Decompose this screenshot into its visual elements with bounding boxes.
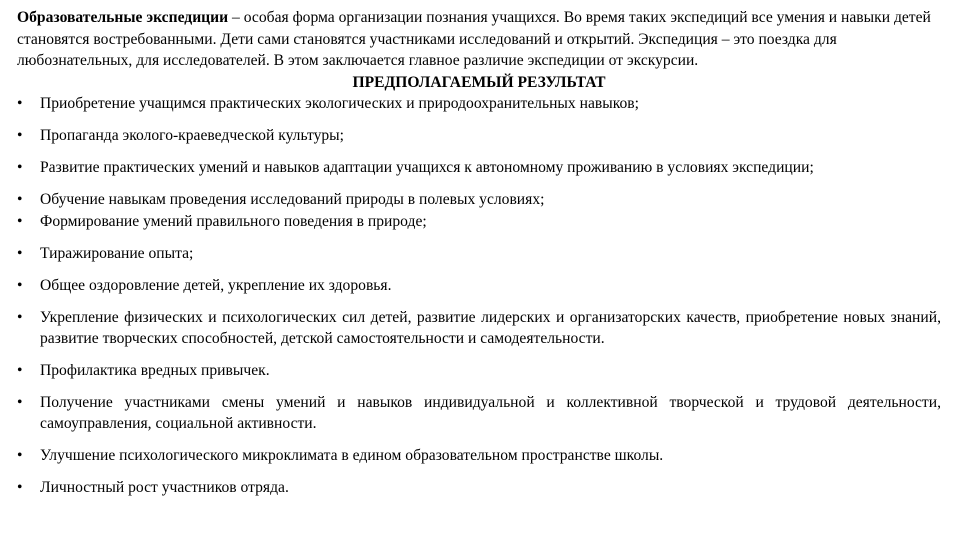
intro-text: – особая форма организации познания учащихся. Во время таких экспедиций все умения и навыки детей становятся востребованными. Дети сами становятся участниками исследований и открытий. Экспедиция – это поездка для любознательных, для исследователей. В этом заключается главное различие экспедиции от экскурсии. — [17, 9, 931, 69]
intro-paragraph — [17, 7, 941, 72]
results-list — [17, 93, 941, 498]
result-title: ПРЕДПОЛАГАЕМЫЙ РЕЗУЛЬТАТ — [352, 73, 606, 91]
bullet-icon: • — [17, 212, 23, 230]
list-item — [17, 477, 941, 498]
bullet-icon: • — [17, 361, 23, 379]
list-item — [17, 211, 941, 232]
list-item — [17, 243, 941, 264]
list-item — [17, 275, 941, 296]
bullet-icon: • — [17, 308, 23, 326]
list-item-text: Приобретение учащимся практических экологических и природоохранительных навыков; — [40, 94, 639, 112]
list-item — [17, 445, 941, 466]
list-item — [17, 392, 941, 434]
list-item — [17, 125, 941, 146]
list-item — [17, 93, 941, 114]
list-item-text: Получение участниками смены умений и навыков индивидуальной и коллективной творческой и трудовой деятельности, самоуправления, социальной активности. — [40, 393, 941, 432]
list-item — [17, 360, 941, 381]
list-item-text: Укрепление физических и психологических сил детей, развитие лидерских и организаторских качеств, приобретение новых знаний, развитие творческих способностей, детской самостоятельности и самодеятельности. — [40, 308, 941, 347]
intro-term: Образовательные экспедиции — [17, 9, 229, 26]
bullet-icon: • — [17, 276, 23, 294]
list-item — [17, 157, 941, 178]
list-item-text: Улучшение психологического микроклимата в едином образовательном пространстве школы. — [40, 446, 664, 464]
list-item — [17, 189, 941, 210]
bullet-icon: • — [17, 126, 23, 144]
bullet-icon: • — [17, 158, 23, 176]
list-item-text: Профилактика вредных привычек. — [40, 361, 270, 379]
bullet-icon: • — [17, 446, 23, 464]
document-page — [17, 0, 941, 498]
list-item-text: Тиражирование опыта; — [40, 244, 194, 262]
bullet-icon: • — [17, 94, 23, 112]
list-item-text: Пропаганда эколого-краеведческой культуры; — [40, 126, 344, 144]
list-item-text: Развитие практических умений и навыков адаптации учащихся к автономному проживанию в условиях экспедиции; — [40, 158, 814, 176]
list-item-text: Формирование умений правильного поведения в природе; — [40, 212, 427, 230]
bullet-icon: • — [17, 190, 23, 208]
list-item-text: Личностный рост участников отряда. — [40, 478, 289, 496]
bullet-icon: • — [17, 393, 23, 411]
bullet-icon: • — [17, 244, 23, 262]
list-item-text: Обучение навыкам проведения исследований природы в полевых условиях; — [40, 190, 545, 208]
list-item — [17, 307, 941, 349]
list-item-text: Общее оздоровление детей, укрепление их здоровья. — [40, 276, 392, 294]
bullet-icon: • — [17, 478, 23, 496]
